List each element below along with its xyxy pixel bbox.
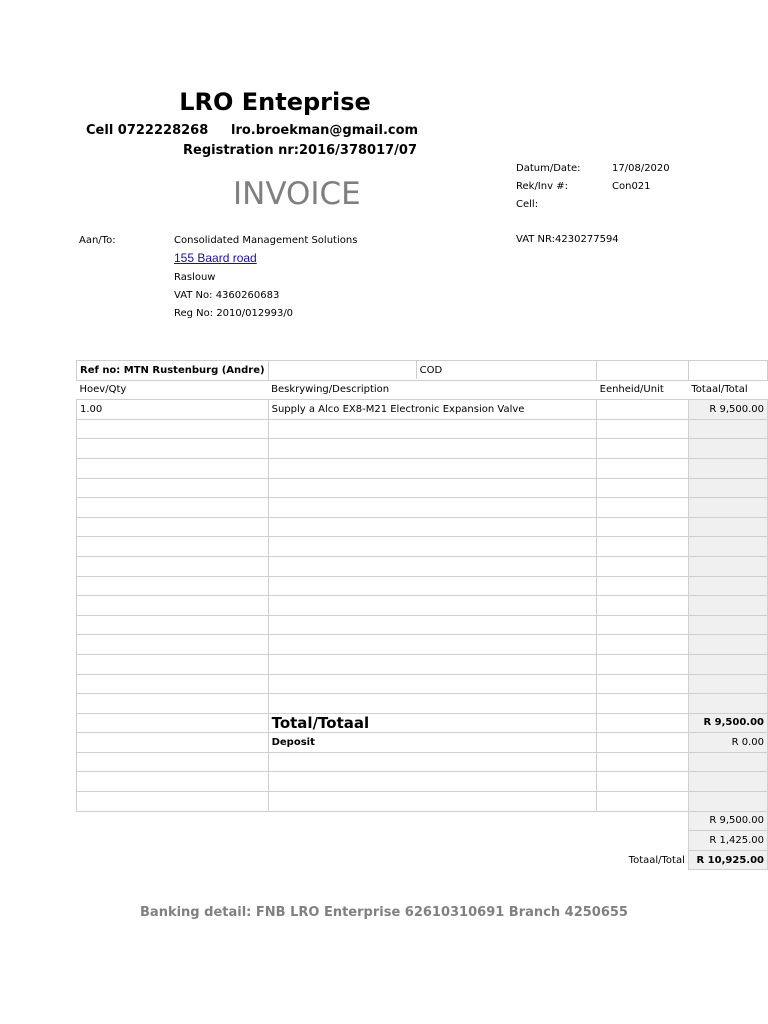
- recipient-town: Raslouw: [174, 272, 216, 283]
- total-value: R 9,500.00: [688, 713, 767, 733]
- blank-cell: [597, 792, 689, 812]
- item-unit: [597, 478, 689, 498]
- reference-cell: [77, 361, 269, 381]
- invoice-number-label: Rek/Inv #:: [516, 181, 568, 192]
- empty-cell: [77, 811, 269, 831]
- reference-text: Ref no: MTN Rustenburg (Andre): [80, 364, 265, 376]
- payment-terms: COD: [419, 365, 443, 377]
- vat-number: VAT NR:4230277594: [516, 234, 619, 245]
- subtotal-row: [77, 811, 768, 831]
- banking-detail: Banking detail: FNB LRO Enterprise 62610310691 Branch 4250655: [140, 905, 628, 920]
- item-qty: [77, 615, 269, 635]
- item-qty: [77, 596, 269, 616]
- item-unit: [597, 419, 689, 439]
- date-label: Datum/Date:: [516, 163, 581, 174]
- table-row: [77, 439, 768, 459]
- item-qty: [77, 498, 269, 518]
- header-unit: Eenheid/Unit: [597, 380, 689, 400]
- table-row: [77, 400, 768, 420]
- item-unit: [597, 694, 689, 714]
- item-qty: [77, 576, 269, 596]
- company-name: LRO Enteprise: [179, 88, 371, 116]
- table-row: [77, 654, 768, 674]
- table-row: [77, 615, 768, 635]
- empty-cell: [77, 850, 269, 870]
- item-total: R 9,500.00: [688, 400, 767, 420]
- item-qty: [77, 556, 269, 576]
- vat-row: [77, 831, 768, 851]
- blank-row: [77, 752, 768, 772]
- total-row: [77, 713, 768, 733]
- table-row: [77, 458, 768, 478]
- item-description: [268, 439, 597, 459]
- company-email: lro.broekman@gmail.com: [231, 123, 419, 138]
- blank-cell: [597, 752, 689, 772]
- subtotal-value: R 9,500.00: [688, 811, 767, 831]
- item-description: [268, 694, 597, 714]
- total-qty-cell: [77, 713, 269, 733]
- item-total: [688, 419, 767, 439]
- item-total: [688, 576, 767, 596]
- item-unit: [597, 400, 689, 420]
- reference-row: [77, 361, 768, 381]
- blank-cell: [597, 772, 689, 792]
- item-description: [268, 517, 597, 537]
- header-total: Totaal/Total: [688, 380, 767, 400]
- recipient-address-link[interactable]: 155 Baard road: [174, 251, 257, 265]
- item-description: [268, 596, 597, 616]
- item-total: [688, 458, 767, 478]
- item-total: [688, 596, 767, 616]
- item-description: [268, 478, 597, 498]
- vat-amount: R 1,425.00: [688, 831, 767, 851]
- reference-blank-cell: [268, 361, 597, 381]
- item-total: [688, 615, 767, 635]
- recipient-reg: Reg No: 2010/012993/0: [174, 308, 294, 319]
- blank-cell: [268, 792, 597, 812]
- item-qty: [77, 537, 269, 557]
- item-qty: [77, 478, 269, 498]
- item-total: [688, 478, 767, 498]
- item-description: [268, 419, 597, 439]
- header-qty: Hoev/Qty: [77, 380, 269, 400]
- blank-cell: [268, 752, 597, 772]
- header-description: Beskrywing/Description: [268, 380, 597, 400]
- recipient-label: Aan/To:: [79, 235, 116, 246]
- grand-total-label: Totaal/Total: [597, 850, 689, 870]
- item-description: [268, 537, 597, 557]
- terms-spacer-cell: [597, 361, 689, 381]
- empty-cell: [77, 831, 269, 851]
- item-qty: [77, 458, 269, 478]
- item-description: [268, 498, 597, 518]
- item-unit: [597, 537, 689, 557]
- header-row: [77, 380, 768, 400]
- company-registration: Registration nr:2016/378017/07: [183, 143, 418, 158]
- total-label: Total/Totaal: [268, 713, 597, 733]
- blank-total-cell: [688, 752, 767, 772]
- item-unit: [597, 654, 689, 674]
- item-qty: [77, 674, 269, 694]
- item-unit: [597, 498, 689, 518]
- empty-cell: [597, 811, 689, 831]
- item-total: [688, 556, 767, 576]
- table-row: [77, 596, 768, 616]
- company-cell: Cell 0722228268: [86, 123, 209, 138]
- item-qty: [77, 654, 269, 674]
- blank-cell: [77, 772, 269, 792]
- grand-total-value: R 10,925.00: [688, 850, 767, 870]
- item-total: [688, 537, 767, 557]
- total-unit-cell: [597, 713, 689, 733]
- item-unit: [597, 576, 689, 596]
- item-unit: [597, 635, 689, 655]
- item-total: [688, 694, 767, 714]
- item-unit: [597, 615, 689, 635]
- item-qty: [77, 517, 269, 537]
- item-qty: [77, 635, 269, 655]
- recipient-name: Consolidated Management Solutions: [174, 235, 358, 246]
- item-description: [268, 458, 597, 478]
- item-description: [268, 674, 597, 694]
- terms-blank-cell: [688, 361, 767, 381]
- item-qty: 1.00: [77, 400, 269, 420]
- table-row: [77, 635, 768, 655]
- empty-cell: [268, 831, 597, 851]
- item-qty: [77, 419, 269, 439]
- deposit-qty-cell: [77, 733, 269, 753]
- item-unit: [597, 439, 689, 459]
- item-total: [688, 635, 767, 655]
- empty-cell: [268, 811, 597, 831]
- table-row: [77, 498, 768, 518]
- reference-blank: [272, 361, 417, 379]
- item-unit: [597, 556, 689, 576]
- table-row: [77, 576, 768, 596]
- item-unit: [597, 458, 689, 478]
- item-total: [688, 674, 767, 694]
- invoice-number-value: Con021: [612, 181, 651, 192]
- blank-row: [77, 792, 768, 812]
- item-unit: [597, 674, 689, 694]
- item-description: [268, 654, 597, 674]
- item-total: [688, 439, 767, 459]
- item-description: [268, 556, 597, 576]
- deposit-unit-cell: [597, 733, 689, 753]
- table-row: [77, 537, 768, 557]
- item-description: [268, 576, 597, 596]
- deposit-row: [77, 733, 768, 753]
- blank-cell: [268, 772, 597, 792]
- blank-cell: [77, 792, 269, 812]
- item-description: [268, 635, 597, 655]
- table-row: [77, 694, 768, 714]
- item-qty: [77, 439, 269, 459]
- table-row: [77, 517, 768, 537]
- table-row: [77, 419, 768, 439]
- item-description: [268, 615, 597, 635]
- cell-label: Cell:: [516, 199, 539, 210]
- deposit-label: Deposit: [268, 733, 597, 753]
- date-value: 17/08/2020: [612, 163, 670, 174]
- blank-cell: [77, 752, 269, 772]
- empty-cell: [597, 831, 689, 851]
- empty-cell: [268, 850, 597, 870]
- invoice-table: [76, 360, 768, 870]
- blank-row: [77, 772, 768, 792]
- item-unit: [597, 596, 689, 616]
- blank-total-cell: [688, 772, 767, 792]
- item-unit: [597, 517, 689, 537]
- item-total: [688, 654, 767, 674]
- item-description: Supply a Alco EX8-M21 Electronic Expansion Valve: [268, 400, 597, 420]
- item-total: [688, 498, 767, 518]
- table-row: [77, 478, 768, 498]
- recipient-vat: VAT No: 4360260683: [174, 290, 280, 301]
- item-total: [688, 517, 767, 537]
- deposit-value: R 0.00: [688, 733, 767, 753]
- table-row: [77, 556, 768, 576]
- grand-total-row: [77, 850, 768, 870]
- item-qty: [77, 694, 269, 714]
- table-row: [77, 674, 768, 694]
- blank-total-cell: [688, 792, 767, 812]
- document-title: INVOICE: [233, 176, 361, 212]
